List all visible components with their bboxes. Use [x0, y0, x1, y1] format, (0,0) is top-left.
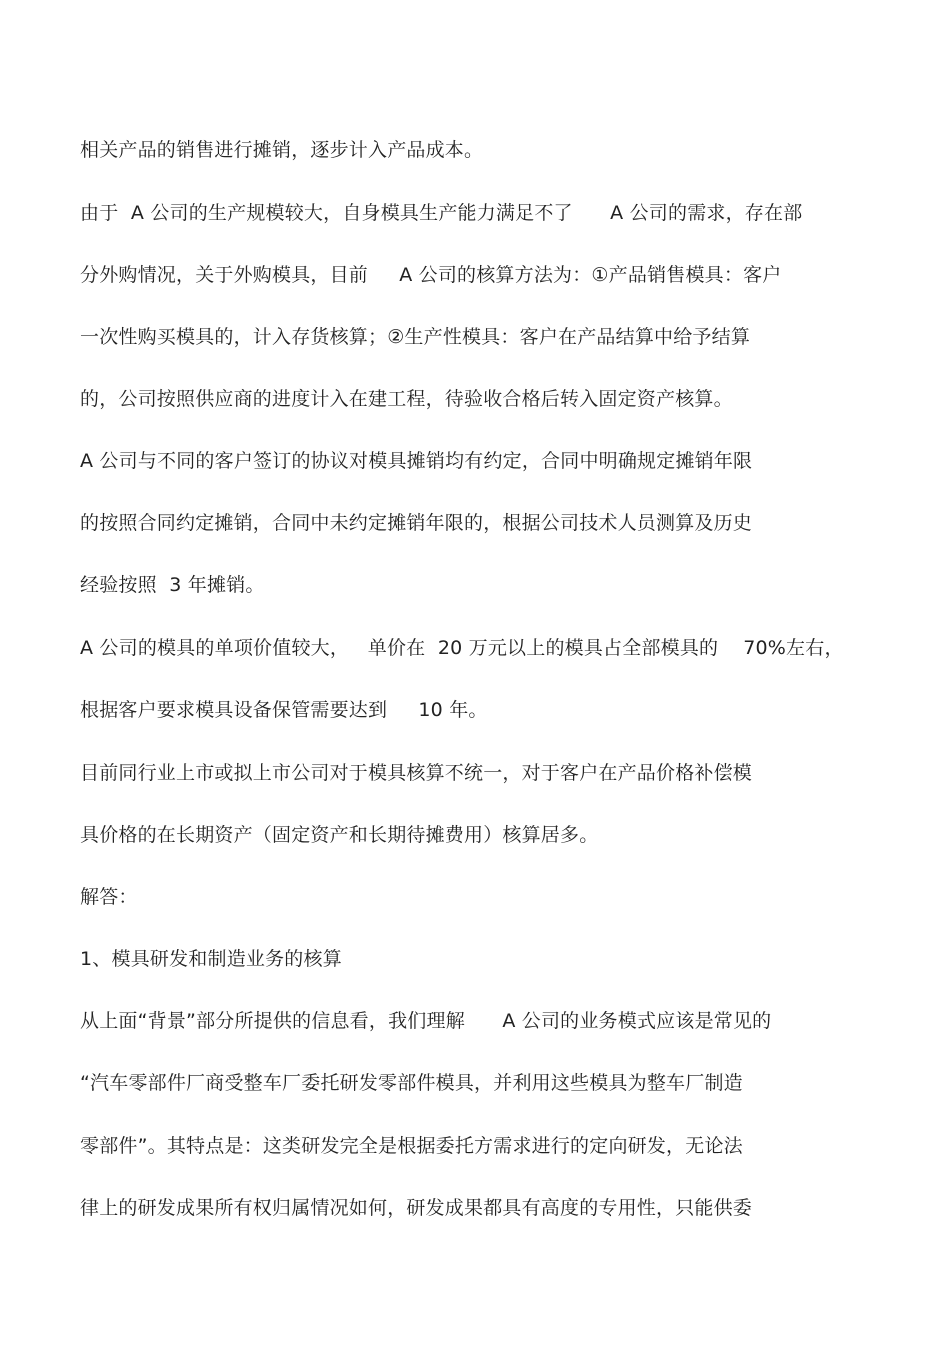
- text-line: 根据客户要求模具设备保管需要达到 10 年。: [80, 699, 488, 721]
- text-line: 经验按照 3 年摊销。: [80, 574, 265, 596]
- text-line: 的，公司按照供应商的进度计入在建工程，待验收合格后转入固定资产核算。: [80, 388, 733, 410]
- text-line: 从上面“背景”部分所提供的信息看，我们理解 A 公司的业务模式应该是常见的: [80, 1010, 772, 1032]
- text-line: 由于 A 公司的生产规模较大，自身模具生产能力满足不了 A 公司的需求，存在部: [80, 202, 803, 224]
- text-line: 目前同行业上市或拟上市公司对于模具核算不统一，对于客户在产品价格补偿模: [80, 762, 753, 784]
- text-line: 分外购情况，关于外购模具，目前 A 公司的核算方法为：①产品销售模具：客户: [80, 264, 782, 286]
- text-line: 律上的研发成果所有权归属情况如何，研发成果都具有高度的专用性，只能供委: [80, 1197, 753, 1219]
- text-line: 相关产品的销售进行摊销，逐步计入产品成本。: [80, 139, 484, 161]
- text-line: 的按照合同约定摊销，合同中未约定摊销年限的，根据公司技术人员测算及历史: [80, 512, 753, 534]
- text-line: A 公司的模具的单项价值较大， 单价在 20 万元以上的模具占全部模具的 70%左右，: [80, 637, 844, 659]
- text-line: 具价格的在长期资产（固定资产和长期待摊费用）核算居多。: [80, 824, 599, 846]
- text-line: “汽车零部件厂商受整车厂委托研发零部件模具，并利用这些模具为整车厂制造: [80, 1072, 743, 1094]
- section-heading: 解答：: [80, 886, 138, 908]
- text-line: 一次性购买模具的，计入存货核算；②生产性模具：客户在产品结算中给予结算: [80, 326, 751, 348]
- text-line: A 公司与不同的客户签订的协议对模具摊销均有约定，合同中明确规定摊销年限: [80, 450, 753, 472]
- section-heading: 1、模具研发和制造业务的核算: [80, 948, 342, 970]
- text-line: 零部件”。其特点是：这类研发完全是根据委托方需求进行的定向研发，无论法: [80, 1135, 743, 1157]
